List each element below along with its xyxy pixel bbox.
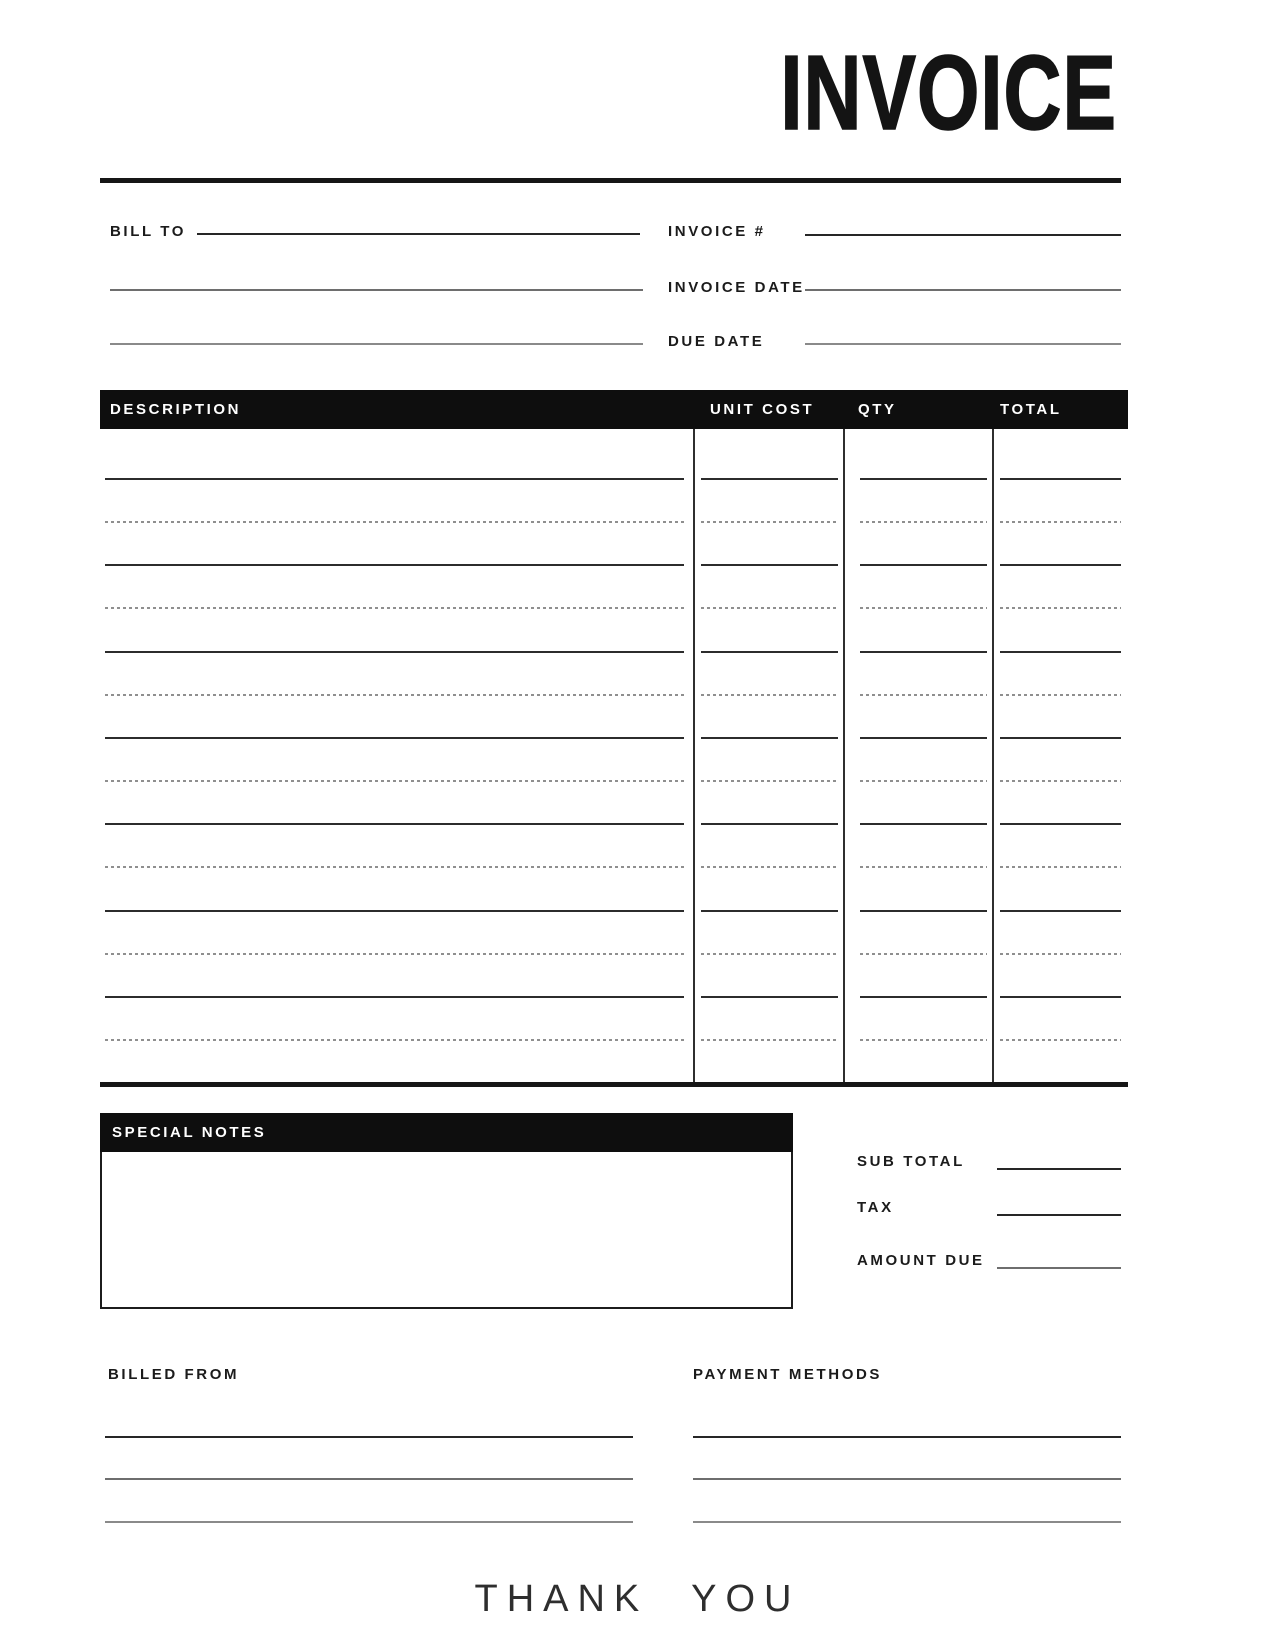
- invoice-date-line: [805, 289, 1121, 291]
- billed-from-line-2: [105, 1478, 633, 1480]
- table-row-line-solid: [860, 823, 987, 825]
- invoice-number-label: INVOICE #: [668, 223, 766, 240]
- table-row-line-solid: [701, 910, 838, 912]
- table-row-line-dashed: [860, 866, 987, 868]
- invoice-number-line: [805, 234, 1121, 236]
- table-row-line-dashed: [701, 866, 838, 868]
- column-header-unit-cost: UNIT COST: [710, 401, 815, 418]
- table-row-line-dashed: [701, 780, 838, 782]
- title-divider-rule: [100, 178, 1121, 183]
- table-row-line-solid: [105, 564, 684, 566]
- special-notes-label: SPECIAL NOTES: [112, 1124, 267, 1141]
- table-row-line-dashed: [1000, 953, 1121, 955]
- invoice-date-label: INVOICE DATE: [668, 279, 805, 296]
- table-row-line-dashed: [1000, 694, 1121, 696]
- table-row-line-dashed: [860, 607, 987, 609]
- table-row-line-dashed: [701, 953, 838, 955]
- table-row-line-solid: [105, 478, 684, 480]
- table-row-line-solid: [105, 910, 684, 912]
- table-row-line-dashed: [1000, 1039, 1121, 1041]
- table-row-line-dashed: [860, 953, 987, 955]
- table-row-line-dashed: [860, 521, 987, 523]
- table-row-line-dashed: [701, 694, 838, 696]
- column-divider-1: [693, 429, 695, 1082]
- tax-line: [997, 1214, 1121, 1216]
- table-row-line-solid: [1000, 651, 1121, 653]
- payment-methods-line-2: [693, 1478, 1121, 1480]
- table-row-line-solid: [860, 478, 987, 480]
- table-row-line-solid: [1000, 823, 1121, 825]
- table-row-line-dashed: [860, 1039, 987, 1041]
- table-row-line-dashed: [701, 521, 838, 523]
- amount-due-line: [997, 1267, 1121, 1269]
- special-notes-header-bar: [100, 1113, 793, 1152]
- table-row-line-solid: [1000, 564, 1121, 566]
- table-row-line-solid: [701, 651, 838, 653]
- payment-methods-line-1: [693, 1436, 1121, 1438]
- tax-label: TAX: [857, 1199, 894, 1216]
- bill-to-line-2: [110, 289, 643, 291]
- special-notes-box: [100, 1152, 793, 1309]
- payment-methods-label: PAYMENT METHODS: [693, 1366, 883, 1383]
- due-date-line: [805, 343, 1121, 345]
- table-row-line-solid: [1000, 910, 1121, 912]
- table-row-line-solid: [105, 651, 684, 653]
- table-row-line-dashed: [701, 607, 838, 609]
- bill-to-label: BILL TO: [110, 223, 186, 240]
- table-row-line-solid: [701, 737, 838, 739]
- table-row-line-dashed: [105, 953, 684, 955]
- column-header-total: TOTAL: [1000, 401, 1062, 418]
- table-row-line-dashed: [105, 607, 684, 609]
- billed-from-line-1: [105, 1436, 633, 1438]
- table-row-line-dashed: [105, 780, 684, 782]
- table-row-line-dashed: [860, 780, 987, 782]
- page-title: INVOICE: [780, 34, 1117, 152]
- table-row-line-solid: [701, 823, 838, 825]
- table-row-line-solid: [701, 564, 838, 566]
- sub-total-label: SUB TOTAL: [857, 1153, 965, 1170]
- column-divider-2: [843, 429, 845, 1082]
- column-header-qty: QTY: [858, 401, 897, 418]
- table-row-line-dashed: [105, 694, 684, 696]
- payment-methods-line-3: [693, 1521, 1121, 1523]
- due-date-label: DUE DATE: [668, 333, 765, 350]
- table-row-line-solid: [860, 737, 987, 739]
- table-bottom-rule: [100, 1082, 1128, 1087]
- table-row-line-solid: [860, 910, 987, 912]
- table-row-line-solid: [701, 996, 838, 998]
- table-row-line-solid: [105, 737, 684, 739]
- table-row-line-solid: [701, 478, 838, 480]
- column-header-description: DESCRIPTION: [110, 401, 242, 418]
- table-row-line-solid: [860, 996, 987, 998]
- table-row-line-solid: [1000, 996, 1121, 998]
- amount-due-label: AMOUNT DUE: [857, 1252, 985, 1269]
- items-table-header-bar: [100, 390, 1128, 429]
- bill-to-line-1: [197, 233, 640, 235]
- table-row-line-solid: [105, 823, 684, 825]
- table-row-line-dashed: [1000, 521, 1121, 523]
- column-divider-3: [992, 429, 994, 1082]
- table-row-line-dashed: [105, 1039, 684, 1041]
- table-row-line-solid: [105, 996, 684, 998]
- table-row-line-solid: [860, 651, 987, 653]
- table-row-line-dashed: [860, 694, 987, 696]
- table-row-line-dashed: [1000, 780, 1121, 782]
- thank-you-text: THANK YOU: [474, 1578, 801, 1620]
- table-row-line-dashed: [701, 1039, 838, 1041]
- table-row-line-solid: [1000, 737, 1121, 739]
- table-row-line-solid: [860, 564, 987, 566]
- table-row-line-dashed: [1000, 607, 1121, 609]
- sub-total-line: [997, 1168, 1121, 1170]
- billed-from-label: BILLED FROM: [108, 1366, 240, 1383]
- bill-to-line-3: [110, 343, 643, 345]
- table-row-line-dashed: [105, 521, 684, 523]
- table-row-line-dashed: [1000, 866, 1121, 868]
- table-row-line-dashed: [105, 866, 684, 868]
- table-row-line-solid: [1000, 478, 1121, 480]
- billed-from-line-3: [105, 1521, 633, 1523]
